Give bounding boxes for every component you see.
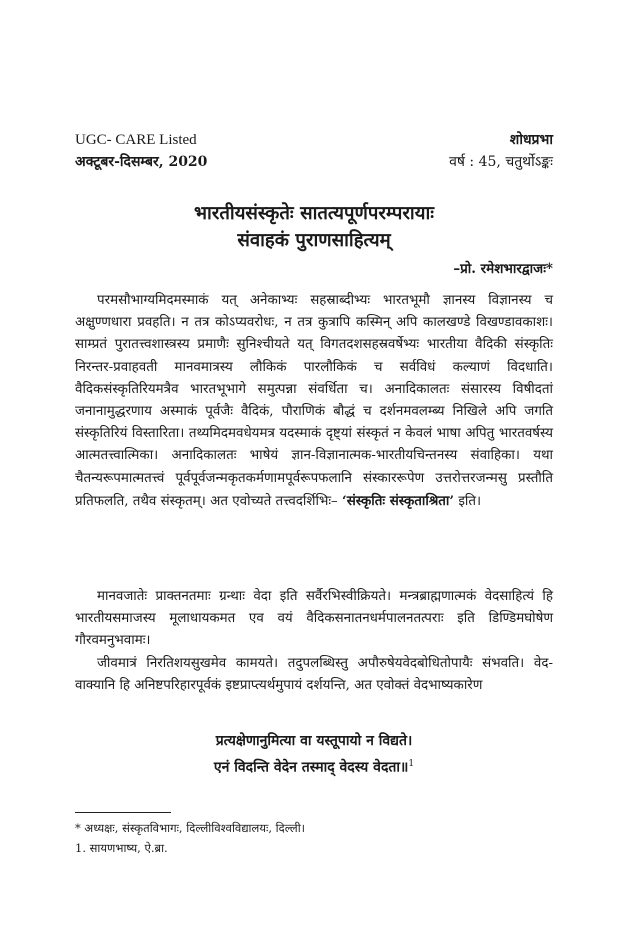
quote-sanskriti: ‘संस्कृतिः संस्कृताश्रिता’ (342, 492, 455, 509)
footnote-ref-1: 1 (408, 759, 415, 769)
verse-line-2-text: एनं विदन्ति वेदेन तस्माद् वेदस्य वेदता॥ (213, 759, 409, 776)
issue-period: अक्टूबर-दिसम्बर, 2020 (75, 154, 208, 170)
journal-status: UGC- CARE Listed (75, 132, 197, 148)
footnote-divider (75, 812, 171, 813)
journal-name: शोधप्रभा (509, 132, 553, 148)
paragraph-3-text: जीवमात्रं निरतिशयसुखमेव कामयते। तदुपलब्धिस्तु अपौरुषेयवेदबोधितोपायैः संभवति। वेद-वाक्यानि हि अनिष्टपरिहारपूर्वकं इष्टप्राप्त्यर्थमुपायं दर्शयन्ति, अत एवोक्तं वेदभाष्यकारेण (75, 656, 553, 694)
paragraph-1 (75, 290, 553, 513)
article-title-line1: भारतीयसंस्कृतेः सातत्यपूर्णपरम्परायाः (194, 203, 434, 224)
paragraph-3 (75, 653, 553, 697)
footnote-1: 1. सायणभाष्य, ऐ.ब्रा. (75, 841, 168, 855)
footnote-author: * अध्यक्षः, संस्कृतविभागः, दिल्लीविश्वविद्यालयः, दिल्ली। (75, 821, 306, 835)
paragraph-1-text: परमसौभाग्यमिदमस्माकं यत् अनेकाभ्यः सहस्राब्दीभ्यः भारतभूमौ ज्ञानस्य विज्ञानस्य च अक्षुण्णधारा प्रवहति। न तत्र कोऽप्यवरोधः, न तत्र कुत्रापि कस्मिन् अपि कालखण्डे विखण्डावकाशः। साम्प्रतं पुरातत्त्वशास्त्रस्य प्रमाणैः सुनिश्चीयते यत् विगतदशसहस्रवर्षेभ्यः भारतीया वैदिकी संस्कृतिः निरन्तर-प्रवाहवती मानवमात्रस्य लौकिकं पारलौकिकं च सर्वविधं कल्याणं विदधाति। वैदिकसंस्कृतिरियमत्रैव भारतभूभागे समुत्पन्ना संवर्धिता च। अनादिकालतः संसारस्य विषीदतां जनानामुद्धरणाय अस्माकं पूर्वजैः वैदिकं, पौराणिकं बौद्धं च दर्शनमवलम्ब्य निखिले अपि जगति संस्कृतिरियं विस्तारिता। तथ्यमिदमवधेयमत्र यदस्माकं दृष्ट्यां संस्कृतं न केवलं भाषा अपितु भारतवर्षस्य आत्मतत्त्वात्मिका। अनादिकालतः भाषेयं ज्ञान-विज्ञानात्मक-भारतीयचिन्तनस्य संवाहिका। यथा चैतन्यरूपमात्मतत्त्वं पूर्वपूर्वजन्मकृतकर्मणामपूर्वरूपफलानि संस्काररूपेण उत्तरोत्तरजन्मसु प्रस्तौति प्रतिफलति, तथैव संस्कृतम्। अत एवोच्यते तत्त्वदर्शिभिः– (75, 293, 553, 509)
header-row-bottom (75, 152, 553, 171)
paragraph-1-end: इति। (454, 493, 482, 509)
verse-line-1: प्रत्यक्षेणानुमित्या वा यस्तूपायो न विद्यते। (215, 733, 413, 749)
volume-issue: वर्ष : 45, चतुर्थोऽङ्कः (449, 154, 553, 170)
article-author: –प्रो. रमेशभारद्वाजः* (453, 261, 553, 277)
article-title-line2: संवाहकं पुराणसाहित्यम् (237, 230, 391, 251)
paragraph-2-text: मानवजातेः प्राक्तनतमाः ग्रन्थाः वेदा इति सर्वैरभिस्वीक्रियते। मन्त्रब्राह्मणात्मकं वेदसाहित्यं हि भारतीयसमाजस्य मूलाधायकमत एव वयं वैदिकसनातनधर्मपालनतत्पराः इति डिण्डिमघोषेण गौरवमनुभवामः। (75, 589, 553, 649)
verse-line-2 (75, 752, 553, 780)
header-row-top (75, 130, 553, 149)
paragraph-2 (75, 586, 553, 653)
